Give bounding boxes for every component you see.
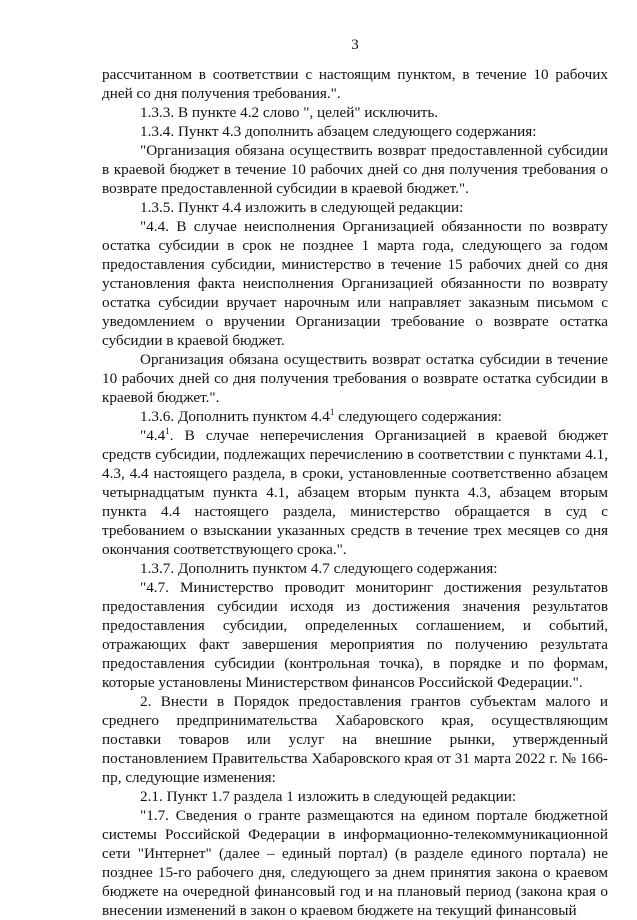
paragraph-quote-4-7: "4.7. Министерство проводит мониторинг достижения результатов предоставления субсидии исходя из достижения значения результатов предоставления субсидии, определенных соглашением, и событий, отражающих факт завершения мероприятия по получению результата предоставления субсидии (контрольная точка), в порядке и по формам, которые установлены Министерством финансов Российской Федерации.". <box>102 579 608 691</box>
paragraph-1-3-6 <box>102 407 608 426</box>
paragraph-quote-4-4-1-post: . В случае неперечисления Организацией в краевой бюджет средств субсидии, подлежащих перечислению в соответствии с пунктами 4.1, 4.3, 4.4 настоящего раздела, в сроки, установленные соответственно абзацем четырнадцатым пункта 4.1, абзацем вторым пункта 4.3, абзацем вторым пункта 4.4 настоящего раздела, министерство обращается в суд с требованием о взыскании указанных средств в течение трех месяцев со дня окончания соответствующего срока.". <box>102 427 608 558</box>
paragraph-quote-4-4-cont: Организация обязана осуществить возврат остатка субсидии в течение 10 рабочих дней со дня получения требования о возврате остатка субсидии в краевой бюджет.". <box>102 351 608 406</box>
superscript: 1 <box>329 407 335 417</box>
paragraph-1-3-5: 1.3.5. Пункт 4.4 изложить в следующей редакции: <box>140 199 464 216</box>
paragraph-quote-4-4-1-pre: "4.4 <box>140 427 166 444</box>
superscript: 1 <box>165 426 170 436</box>
paragraph-quote-4-4: "4.4. В случае неисполнения Организацией обязанности по возврату остатка субсидии в срок не позднее 1 марта года, следующего за годом предоставления субсидии, министерство в течение 15 рабочих дней со дня установления факта неисполнения Организацией обязанности по возврату остатка субсидии вручает нарочным или направляет заказным письмом с уведомлением о вручении Организации требование о возврате остатка субсидии в краевой бюджет. <box>102 218 608 349</box>
paragraph-quote-4-4-1 <box>102 426 608 559</box>
paragraph-2: 2. Внести в Порядок предоставления грантов субъектам малого и среднего предпринимательства Хабаровского края, осуществляющим поставки товаров или услуг на внешние рынки, утвержденный постановлением Правительства Хабаровского края от 31 марта 2022 г. № 166-пр, следующие изменения: <box>102 693 608 786</box>
paragraph-quote-4-3: "Организация обязана осуществить возврат предоставленной субсидии в краевой бюджет в течение 10 рабочих дней со дня получения требования о возврате предоставленной субсидии в краевой бюджет.". <box>102 142 608 197</box>
document-body <box>102 65 608 920</box>
paragraph-2-1: 2.1. Пункт 1.7 раздела 1 изложить в следующей редакции: <box>140 788 517 805</box>
page-number: 3 <box>351 37 359 53</box>
paragraph-continuation: рассчитанном в соответствии с настоящим пунктом, в течение 10 рабочих дней со дня получения требования.". <box>102 66 608 102</box>
paragraph-1-3-3: 1.3.3. В пункте 4.2 слово ", целей" исключить. <box>140 104 439 121</box>
paragraph-1-3-7: 1.3.7. Дополнить пунктом 4.7 следующего содержания: <box>140 560 498 577</box>
paragraph-quote-1-7: "1.7. Сведения о гранте размещаются на едином портале бюджетной системы Российской Федерации в информационно-телекоммуникационной сети "Интернет" (далее – единый портал) (в разделе единого портала) не позднее 15-го рабочего дня, следующего за днем принятия закона о краевом бюджете на очередной финансовый год и на плановый период (закона края о внесении изменений в закон о краевом бюджете на текущий финансовый <box>102 807 608 919</box>
paragraph-1-3-6-post: следующего содержания: <box>334 408 502 425</box>
paragraph-1-3-6-pre: 1.3.6. Дополнить пунктом 4.4 <box>140 408 330 425</box>
paragraph-1-3-4: 1.3.4. Пункт 4.3 дополнить абзацем следующего содержания: <box>140 123 537 140</box>
